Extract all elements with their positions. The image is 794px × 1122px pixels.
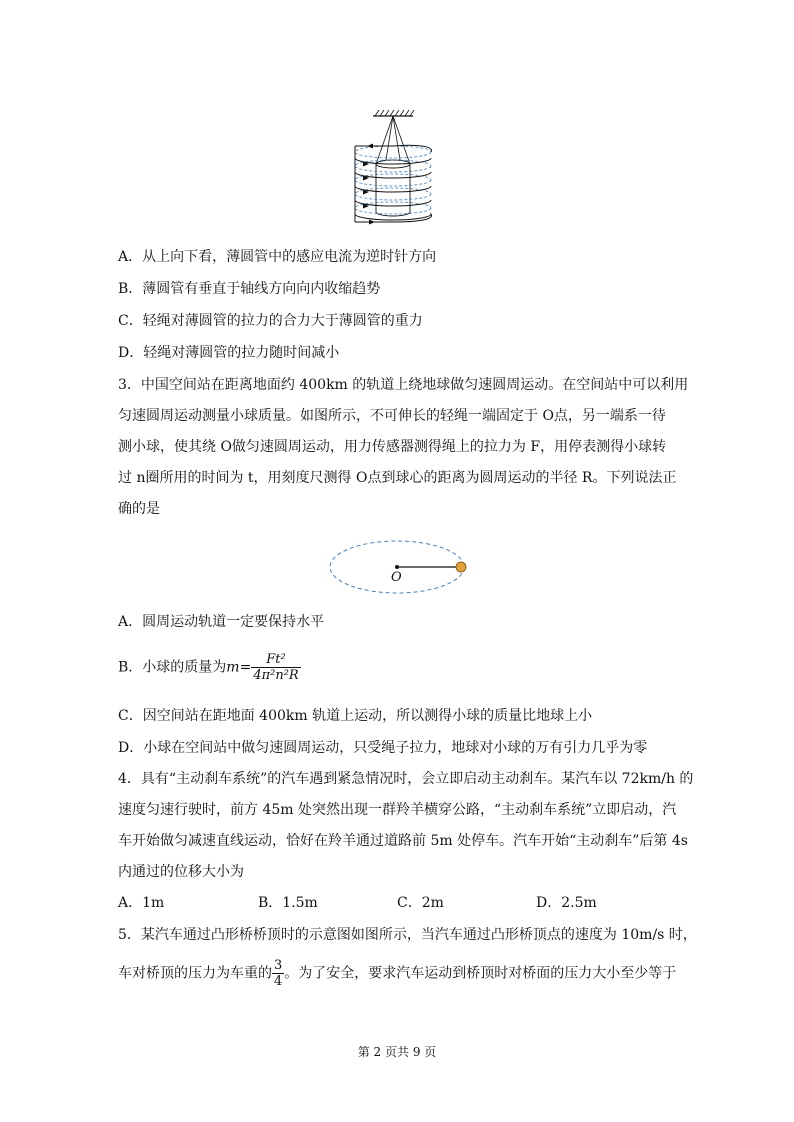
coil-tube-figure bbox=[345, 108, 445, 232]
q4-option-a: A．1m bbox=[118, 895, 165, 911]
q4-option-c: C．2m bbox=[397, 895, 444, 911]
q2-option-a: A．从上向下看，薄圆管中的感应电流为逆时针方向 bbox=[118, 249, 437, 265]
q4-line-3: 车开始做匀减速直线运动，恰好在羚羊通过道路前 5m 处停车。汽车开始“主动刹车”后第 4s bbox=[118, 833, 688, 849]
equals-sign: = bbox=[239, 659, 252, 676]
q3-line-5: 确的是 bbox=[118, 501, 160, 517]
q2-option-d: D．轻绳对薄圆管的拉力随时间减小 bbox=[118, 345, 340, 361]
q5-line-2-suffix: 。为了安全，要求汽车运动到桥顶时对桥面的压力大小至少等于 bbox=[284, 965, 677, 982]
q4-option-b: B．1.5m bbox=[258, 895, 318, 911]
q3-option-c: C．因空间站在距地面 400km 轨道上运动，所以测得小球的质量比地球上小 bbox=[118, 708, 593, 724]
q4-line-2: 速度匀速行驶时，前方 45m 处突然出现一群羚羊横穿公路，“主动刹车系统”立即启动，汽 bbox=[118, 802, 677, 818]
q2-option-b: B．薄圆管有垂直于轴线方向向内收缩趋势 bbox=[118, 281, 381, 297]
q4-line-1: 4．具有“主动刹车系统”的汽车遇到紧急情况时，会立即启动主动刹车。某汽车以 72km/h 的 bbox=[118, 771, 694, 787]
q3-line-2: 匀速圆周运动测量小球质量。如图所示，不可伸长的轻绳一端固定于 O点，另一端系一待 bbox=[118, 408, 666, 424]
mass-symbol: m bbox=[226, 659, 240, 676]
fraction-numerator: 3 bbox=[274, 958, 283, 973]
three-quarters-fraction bbox=[272, 958, 284, 989]
q3-line-4: 过 n圈所用的时间为 t，用刻度尺测得 O点到球心的距离为圆周运动的半径 R。下列说法正 bbox=[118, 470, 677, 486]
q3-line-1: 3．中国空间站在距离地面约 400km 的轨道上绕地球做匀速圆周运动。在空间站中可以利用 bbox=[118, 377, 689, 393]
mass-formula-fraction bbox=[251, 652, 300, 683]
q2-option-c: C．轻绳对薄圆管的拉力的合力大于薄圆管的重力 bbox=[118, 313, 423, 329]
orbit-figure bbox=[327, 537, 473, 597]
q5-line-1: 5．某汽车通过凸形桥桥顶时的示意图如图所示，当汽车通过凸形桥顶点的速度为 10m/s 时， bbox=[118, 927, 697, 943]
q3-option-b-prefix: B．小球的质量为 bbox=[118, 659, 227, 676]
orbit-center-label: O bbox=[391, 570, 402, 585]
q5-line-2 bbox=[118, 958, 676, 989]
q4-option-d: D．2.5m bbox=[536, 895, 597, 911]
page-footer: 第 2 页共 9 页 bbox=[357, 1045, 437, 1059]
q3-option-b bbox=[118, 652, 301, 683]
q3-option-a: A．圆周运动轨道一定要保持水平 bbox=[118, 614, 325, 630]
formula-numerator: Ft² bbox=[251, 652, 300, 668]
q3-line-3: 测小球，使其绕 O做匀速圆周运动，用力传感器测得绳上的拉力为 F，用停表测得小球转 bbox=[118, 439, 667, 455]
fraction-denominator: 4 bbox=[274, 974, 283, 989]
q3-option-d: D．小球在空间站中做匀速圆周运动，只受绳子拉力，地球对小球的万有引力几乎为零 bbox=[118, 740, 648, 756]
q5-line-2-prefix: 车对桥顶的压力为车重的 bbox=[118, 965, 272, 982]
formula-denominator: 4π²n²R bbox=[253, 668, 299, 683]
q4-line-4: 内通过的位移大小为 bbox=[118, 864, 244, 880]
